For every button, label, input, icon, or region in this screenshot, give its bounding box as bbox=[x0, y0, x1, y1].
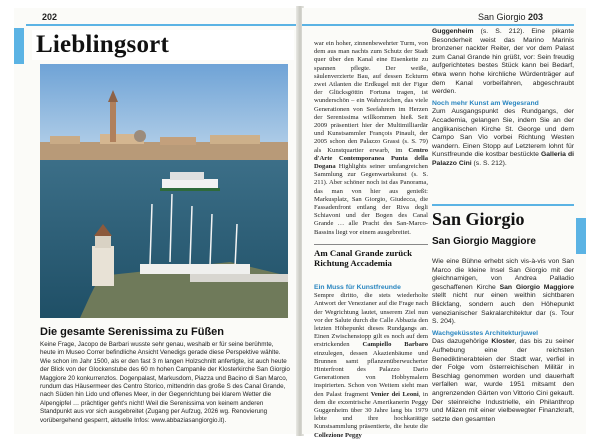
body-text: Zum Ausgangspunkt des Rundgangs, der Accademia, gelangen Sie, indem Sie an der anglikanischen Kirche St. George und dem Campo San Vio vorbei Richtung Westen wandern. Einen Stopp auf Letzterem lohnt für Kunstfreunde die kostbar bestückte bbox=[432, 108, 574, 159]
section-subtitle: San Giorgio Maggiore bbox=[432, 236, 536, 247]
body-text: Wie eine Bühne erhebt sich vis-à-vis von San Marco die kleine Insel San Giorgio mit der gleichnamigen, von Andrea Palladio geschaffenen Kirche bbox=[432, 258, 574, 291]
section-heading-canal: Am Canal Grande zurück Richtung Accademia bbox=[314, 248, 412, 268]
venice-photo bbox=[40, 64, 288, 318]
header-rule bbox=[26, 24, 298, 26]
page-number-right: 203 bbox=[528, 12, 544, 22]
section-rule bbox=[432, 204, 574, 206]
caption-title: Die gesamte Serenissima zu Füßen bbox=[40, 326, 225, 338]
text-column-2 bbox=[432, 28, 574, 169]
subheading-architekturjuwel: Wachgeküsstes Architekturjuwel bbox=[432, 329, 539, 337]
caption-text: Keine Frage, Jacopo de Barbari wusste sehr genau, weshalb er für seine berühmte, heute im Museo Correr befindliche Ansicht Venedigs gerade diese Perspektive wählte. Wie schon im Jahr 1500, als er den fast 3 m langen Holzschnitt anfertigte, ist auch heute der Blick von der Glockenstube des 60 m hohen Campanile der Klosterkirche San Giorgio Maggiore 20 konkurrenzlos. Dogenpalast, Markusdom, Piazza und Bacino di San Marco, rundum das Häusermeer des Centro Storico, mittendrin das große S des Canal Grande, nach Süden hin Lido und offenes Meer, in der Gegenrichtung bei klarem Wetter die Alpengipfel … prächtiger geht's nicht! Weil die Serenissima von keinem anderen Standpunkt aus vor sich ausgebreitet (Zugang per Aufzug, 2026 wg. Renovierung vorübergehend gesperrt, aktuelle Infos: www.abbaziasangiorgio.it). bbox=[40, 341, 290, 424]
header-rule-right bbox=[302, 24, 574, 26]
body-text: , das bis zu seiner Aufhebung eine der reichsten Benediktinerabteien der Stadt war, verfiel in der Folge vom österreichischen Militär in Beschlag genommen worden und dauerhaft verfallen war, wurde 1951 mitsamt den angrenzenden Gärten von Vittorio Cini gekauft. Der steinreiche Industrielle, ein Philanthrop und Mäzen mit einer vielbewegter Finanzkraft, setzte den gesamten bbox=[432, 338, 575, 423]
title-box bbox=[32, 30, 294, 60]
bold-term: Kloster bbox=[491, 338, 515, 346]
text-column-1 bbox=[314, 40, 428, 237]
page-title: Lieblingsort bbox=[36, 31, 169, 58]
right-page bbox=[302, 8, 586, 439]
body-text: (s. S. 212). Eine pikante Besonderheit weist das Marino Marinis bronzener nackter Reiter, der vor dem Palast zum Canal Grande hin grüßt, vor: Sein freudig aufgerichtetes bestes Stück kann bei Bedarf, etwa wenn hohe kirchliche Würdenträger auf dem Kanal vorbeifahren, abgeschraubt werden. bbox=[432, 28, 574, 96]
bold-term: Campiello Barbaro bbox=[362, 341, 428, 349]
bold-term: Collezione Peggy bbox=[314, 431, 362, 439]
bold-term: Galleria di Palazzo Cini bbox=[432, 151, 574, 167]
blue-thumb-tab bbox=[14, 28, 24, 64]
subheading-kunstfreunde: Ein Muss für Kunstfreunde bbox=[314, 284, 401, 291]
text-column-2b bbox=[432, 258, 574, 424]
body-text: Highlights seiner umfangreichen Sammlung zur Gegenwartskunst (s. S. 211). Aber schöner noch ist das Panorama, das man von hier aus genießt: Markusplatz, San Giorgio, Giudecca, die Fassadenfront entlang der Riva degli Schiavoni und der Bogen des Canal Grande … alle Pracht des San-Marco-Bassins liegt vor einem ausgebreitet. bbox=[314, 163, 428, 236]
section-title: San Giorgio bbox=[432, 209, 525, 229]
blue-thumb-tab-right bbox=[576, 218, 586, 254]
subheading-kunst-wegesrand: Noch mehr Kunst am Wegesrand bbox=[432, 99, 539, 107]
bold-term: Centro d'Arte Contemporanea Punta della Dogana bbox=[314, 146, 428, 171]
bold-term: Guggenheim bbox=[432, 28, 474, 35]
body-text: , in dem die exzentrische Amerikanerin Peggy Guggenheim über 30 Jahre lang bis 1979 lebte und ihre hochkarätige Kunstsammlung präsentierte, die heute die bbox=[314, 390, 428, 431]
left-page bbox=[14, 8, 298, 434]
running-head: San Giorgio bbox=[478, 12, 526, 22]
body-text: stellt nicht nur einen weithin sichtbaren Blickfang, sondern auch den Höhepunkt venezianischer Sakralarchitektur dar (s. Tour S. 204). bbox=[432, 292, 574, 326]
body-text: Sempre diritto, die stets wiederholte Antwort der Venezianer auf die Frage nach der Wegrichtung lautet, unserem Ziel nun vor der Salute durch die Calle Abbazia den letzten Höhepunkt dieses Rundgangs an. Einen Zwischenstopp gilt es noch auf dem erstrickenden bbox=[314, 292, 428, 349]
text-column-1b bbox=[314, 284, 428, 440]
bold-term: Venier dei Leoni bbox=[370, 390, 419, 398]
body-text: war ein hoher, zinnenbewehrter Turm, von dem aus man nachts zum Schutz der Stadt quer über den Kanal eine Eisenkette zu spannen pflegte. Der weiße, säulenverzierte Bau, auf dessen Eckturm zwei Atlanten die Erdkugel mit der Figur der Glücksgöttin Fortuna tragen, ist wunderschön – ein Wahrzeichen, das viele Generationen von Seefahrern im Herzen der Serenissima willkommen hieß. Seit 2009 präsentiert hier der Multimilliardär und Kunstsammler François Pinault, der 2005 schon den Palazzo Grassi (s. S. 79) als Kunstquartier erwarb, im bbox=[314, 40, 428, 154]
body-text: einzulegen, dessen Akazienbäume und Brunnen samt pflanzenüberwucherter Hinterfront des Palazzo Dario Generationen von Hobbymalern inspirierten. Schon von Weitem sieht man den Palast bbox=[314, 349, 428, 398]
bold-term: San Giorgio Maggiore bbox=[499, 283, 574, 291]
body-text: (s. S. 212). bbox=[473, 159, 507, 167]
page-number-left: 202 bbox=[42, 12, 58, 22]
body-text: Das dazugehörige bbox=[432, 338, 489, 346]
body-text: fragment bbox=[344, 390, 369, 398]
section-divider bbox=[314, 244, 428, 245]
